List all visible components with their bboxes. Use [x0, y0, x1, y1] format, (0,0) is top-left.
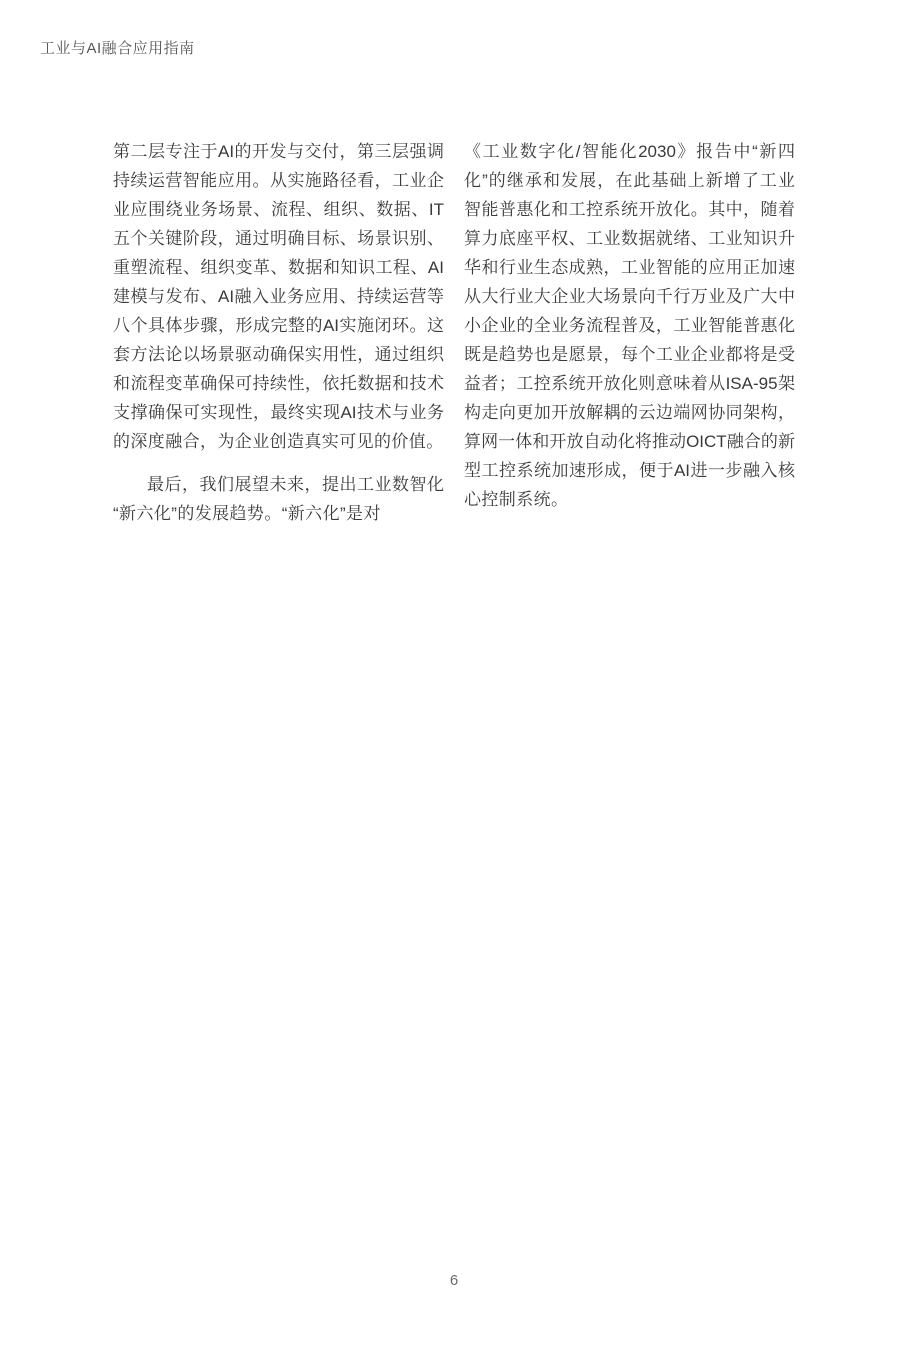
text-line: 重塑流程、组织变革、数据和知识工程、AI — [113, 258, 444, 277]
text-line: 型工控系统加速形成，便于AI进一步融入核 — [464, 461, 795, 480]
page-number: 6 — [449, 1272, 459, 1289]
text-line: 智能普惠化和工控系统开放化。其中，随着 — [464, 200, 795, 219]
column-left — [113, 137, 444, 542]
text-line: 心控制系统。 — [464, 490, 569, 509]
text-line: 化”的继承和发展，在此基础上新增了工业 — [464, 171, 795, 190]
text-line: 建模与发布、AI融入业务应用、持续运营等 — [113, 287, 444, 306]
paragraph — [113, 137, 444, 456]
page-header — [40, 38, 195, 60]
text-line: 《工业数字化/智能化2030》报告中“新四 — [464, 142, 795, 161]
page-footer — [113, 1270, 795, 1292]
text-line: 的深度融合，为企业创造真实可见的价值。 — [113, 432, 444, 451]
text-line: 益者；工控系统开放化则意味着从ISA-95架 — [464, 374, 795, 393]
text-line: 算力底座平权、工业数据就绪、工业知识升 — [464, 229, 795, 248]
text-line: 第二层专注于AI的开发与交付，第三层强调 — [113, 142, 444, 161]
text-line: 持续运营智能应用。从实施路径看，工业企 — [113, 171, 444, 190]
text-line: 最后，我们展望未来，提出工业数智化 — [147, 475, 444, 494]
text-line: 华和行业生态成熟，工业智能的应用正加速 — [464, 258, 795, 277]
text-line: 和流程变革确保可持续性，依托数据和技术 — [113, 374, 444, 393]
text-line: 八个具体步骤，形成完整的AI实施闭环。这 — [113, 316, 444, 335]
header-title: 工业与AI融合应用指南 — [40, 40, 195, 57]
column-right — [464, 137, 795, 542]
text-line: “新六化”的发展趋势。“新六化”是对 — [113, 504, 381, 523]
text-line: 既是趋势也是愿景，每个工业企业都将是受 — [464, 345, 795, 364]
text-line: 从大行业大企业大场景向千行万业及广大中 — [464, 287, 795, 306]
content-area — [113, 137, 795, 542]
text-line: 构走向更加开放解耦的云边端网协同架构， — [464, 403, 795, 422]
text-line: 五个关键阶段，通过明确目标、场景识别、 — [113, 229, 444, 248]
paragraph — [464, 137, 795, 514]
paragraph — [113, 470, 444, 528]
text-line: 算网一体和开放自动化将推动OICT融合的新 — [464, 432, 795, 451]
text-line: 业应围绕业务场景、流程、组织、数据、IT — [113, 200, 444, 219]
text-line: 支撑确保可实现性，最终实现AI技术与业务 — [113, 403, 444, 422]
text-line: 套方法论以场景驱动确保实用性，通过组织 — [113, 345, 444, 364]
text-line: 小企业的全业务流程普及，工业智能普惠化 — [464, 316, 795, 335]
